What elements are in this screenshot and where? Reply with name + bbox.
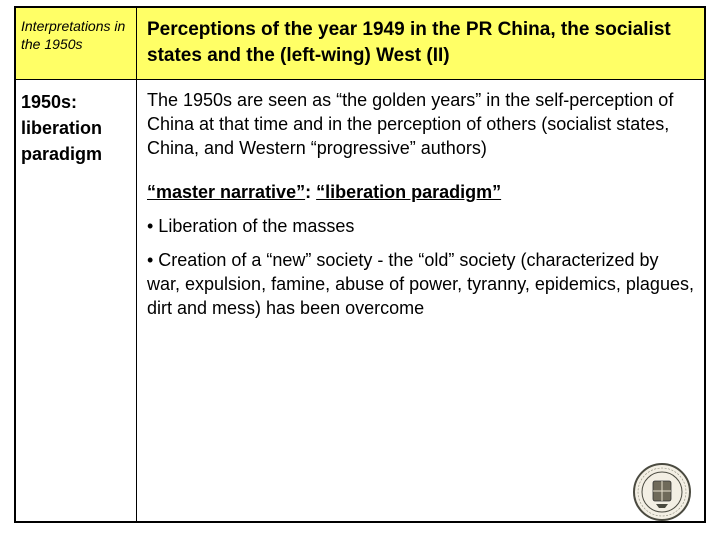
header-left-cell bbox=[16, 8, 137, 80]
intro-paragraph: The 1950s are seen as “the golden years” in the self-perception of China at that time and in the perception of others (socialist states, China, and Western “progressive” authors) bbox=[147, 90, 674, 158]
slide-table bbox=[14, 6, 706, 523]
header-left-text: Interpretations in the 1950s bbox=[21, 18, 126, 52]
row-label-cell bbox=[16, 80, 137, 521]
master-narrative-term: “master narrative” bbox=[147, 182, 306, 202]
row-label: 1950s: liberation paradigm bbox=[21, 92, 103, 164]
slide-title: Perceptions of the year 1949 in the PR China, the socialist states and the (left-wing) West (II) bbox=[147, 19, 671, 66]
master-narrative-colon: : bbox=[305, 182, 317, 202]
master-narrative-value: “liberation paradigm” bbox=[316, 182, 502, 202]
content-cell bbox=[137, 80, 704, 521]
bullet-liberation: • Liberation of the masses bbox=[147, 216, 355, 236]
university-seal-icon bbox=[632, 462, 692, 522]
header-right-cell bbox=[137, 8, 704, 80]
master-narrative-line bbox=[147, 180, 696, 204]
bullet-new-society: • Creation of a “new” society - the “old” society (characterized by war, expulsion, famine, abuse of power, tyranny, epidemics, plagues, dirt and mess) has been overcome bbox=[147, 250, 694, 318]
